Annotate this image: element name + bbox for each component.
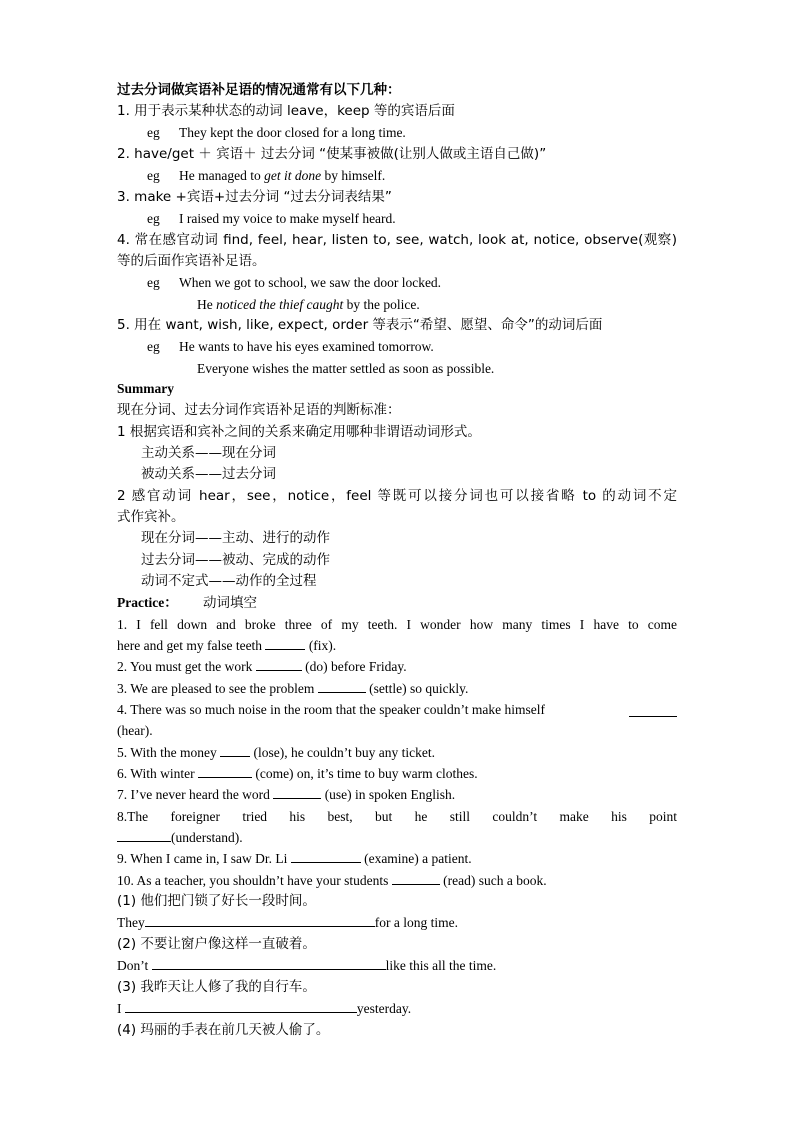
eg-label: eg xyxy=(147,339,160,354)
question-text: 10. As a teacher, you shouldn’t have your students xyxy=(117,873,392,888)
rule-5: 5. 用在 want, wish, like, expect, order 等表示“希望、愿望、命令”的动词后面 xyxy=(117,317,603,333)
question-text: 7. I’ve never heard the word xyxy=(117,787,274,802)
question-text: (examine) a patient. xyxy=(360,851,472,866)
translation-2-answer xyxy=(117,956,677,976)
question-7 xyxy=(117,785,677,805)
rule-4-example-2 xyxy=(197,295,757,315)
question-text: 3. We are pleased to see the problem xyxy=(117,681,318,696)
question-text: 5. With the money xyxy=(117,745,221,760)
example-text: by himself. xyxy=(321,168,386,183)
summary-active-relation: 主动关系——现在分词 xyxy=(141,445,276,461)
page-title: 过去分词做宾语补足语的情况通常有以下几种： xyxy=(117,82,401,98)
rule-3-example xyxy=(147,209,707,229)
example-italic: noticed the thief caught xyxy=(216,297,344,312)
rule-1-example xyxy=(147,123,707,143)
question-8-line-1: 8.The foreigner tried his best, but he still couldn’t make his point xyxy=(117,809,677,824)
example-text: by the police. xyxy=(343,297,420,312)
answer-blank[interactable] xyxy=(145,913,375,927)
answer-blank[interactable] xyxy=(291,849,361,863)
rule-5-example-2: Everyone wishes the matter settled as soon as possible. xyxy=(197,361,495,376)
example-sentence: When we got to school, we saw the door locked. xyxy=(179,275,442,290)
summary-intro: 现在分词、过去分词作宾语补足语的判断标准： xyxy=(117,402,401,418)
answer-text: yesterday. xyxy=(356,1001,412,1016)
rule-2: 2. have/get ＋ 宾语＋ 过去分词 “使某事被做(让别人做或主语自己做)” xyxy=(117,146,547,162)
question-text: here and get my false teeth xyxy=(117,638,266,653)
answer-blank[interactable] xyxy=(125,999,357,1013)
answer-blank[interactable] xyxy=(198,764,252,778)
question-text: (lose), he couldn’t buy any ticket. xyxy=(250,745,436,760)
practice-subheading: 动词填空 xyxy=(203,595,257,611)
answer-text: I xyxy=(117,1001,125,1016)
question-text: 2. You must get the work xyxy=(117,659,256,674)
translation-1-prompt: (1) 他们把门锁了好长一段时间。 xyxy=(117,893,316,909)
example-text: He xyxy=(197,297,217,312)
practice-heading: Practice： xyxy=(117,595,178,610)
question-4-line-1 xyxy=(117,700,677,720)
answer-blank[interactable] xyxy=(220,743,250,757)
translation-2-prompt: (2) 不要让窗户像这样一直破着。 xyxy=(117,936,316,952)
rule-2-example xyxy=(147,166,707,186)
question-10 xyxy=(117,871,677,891)
eg-label: eg xyxy=(147,168,160,183)
question-6 xyxy=(117,764,677,784)
eg-label: eg xyxy=(147,125,160,140)
translation-3-prompt: (3) 我昨天让人修了我的自行车。 xyxy=(117,979,316,995)
question-1-line-1: 1. I fell down and broke three of my teeth. I wonder how many times I have to come xyxy=(117,617,677,632)
answer-blank[interactable] xyxy=(318,679,366,693)
summary-point-1: 1 根据宾语和宾补之间的关系来确定用哪种非谓语动词形式。 xyxy=(117,424,481,440)
rule-1: 1. 用于表示某种状态的动词 leave，keep 等的宾语后面 xyxy=(117,103,455,119)
rule-4-line-2: 等的后面作宾语补足语。 xyxy=(117,253,266,269)
question-text: (do) before Friday. xyxy=(301,659,407,674)
answer-blank[interactable] xyxy=(273,785,321,799)
answer-blank[interactable] xyxy=(392,871,440,885)
example-sentence: They kept the door closed for a long time. xyxy=(179,125,406,140)
question-1-line-2 xyxy=(117,636,677,656)
question-text: 4. There was so much noise in the room that the speaker couldn’t make himself xyxy=(117,702,546,717)
eg-label: eg xyxy=(147,275,160,290)
rule-4-line-1: 4. 常在感官动词 find, feel, hear, listen to, see, watch, look at, notice, observe(观察) xyxy=(117,232,677,248)
summary-passive-relation: 被动关系——过去分词 xyxy=(141,466,276,482)
question-text: (read) such a book. xyxy=(439,873,547,888)
answer-text: like this all the time. xyxy=(385,958,497,973)
eg-label: eg xyxy=(147,211,160,226)
rule-4-example-1 xyxy=(147,273,707,293)
answer-blank[interactable] xyxy=(629,703,677,717)
example-text: He managed to xyxy=(179,168,265,183)
summary-past-participle: 过去分词——被动、完成的动作 xyxy=(141,552,330,568)
question-2 xyxy=(117,657,677,677)
question-3 xyxy=(117,679,677,699)
question-text: (come) on, it’s time to buy warm clothes. xyxy=(251,766,478,781)
question-8-line-2 xyxy=(117,828,677,848)
rule-5-example-1 xyxy=(147,337,707,357)
question-text: 9. When I came in, I saw Dr. Li xyxy=(117,851,291,866)
answer-text: They xyxy=(117,915,145,930)
summary-point-2-line-2: 式作宾补。 xyxy=(117,509,185,525)
question-text: (use) in spoken English. xyxy=(321,787,456,802)
question-text: (settle) so quickly. xyxy=(365,681,469,696)
translation-1-answer xyxy=(117,913,677,933)
example-sentence: He wants to have his eyes examined tomorrow. xyxy=(179,339,434,354)
answer-blank[interactable] xyxy=(152,956,386,970)
answer-blank[interactable] xyxy=(256,657,302,671)
question-text: (understand). xyxy=(171,830,243,845)
answer-text: Don’t xyxy=(117,958,152,973)
question-5 xyxy=(117,743,677,763)
rule-3: 3. make +宾语+过去分词 “过去分词表结果” xyxy=(117,189,392,205)
example-sentence: I raised my voice to make myself heard. xyxy=(179,211,396,226)
summary-heading: Summary xyxy=(117,381,174,396)
answer-blank[interactable] xyxy=(265,636,305,650)
summary-infinitive: 动词不定式——动作的全过程 xyxy=(141,573,317,589)
question-text: (fix). xyxy=(305,638,337,653)
translation-3-answer xyxy=(117,999,677,1019)
example-italic: get it done xyxy=(264,168,322,183)
translation-4-prompt: (4) 玛丽的手表在前几天被人偷了。 xyxy=(117,1022,330,1038)
answer-blank[interactable] xyxy=(117,828,171,842)
summary-point-2-line-1: 2 感官动词 hear，see，notice，feel 等既可以接分词也可以接省略 to 的动词不定 xyxy=(117,488,677,504)
question-text: 6. With winter xyxy=(117,766,198,781)
answer-text: for a long time. xyxy=(374,915,458,930)
practice-heading-line xyxy=(117,592,677,613)
summary-present-participle: 现在分词——主动、进行的动作 xyxy=(141,530,330,546)
question-4-line-2: (hear). xyxy=(117,723,153,738)
question-9 xyxy=(117,849,677,869)
